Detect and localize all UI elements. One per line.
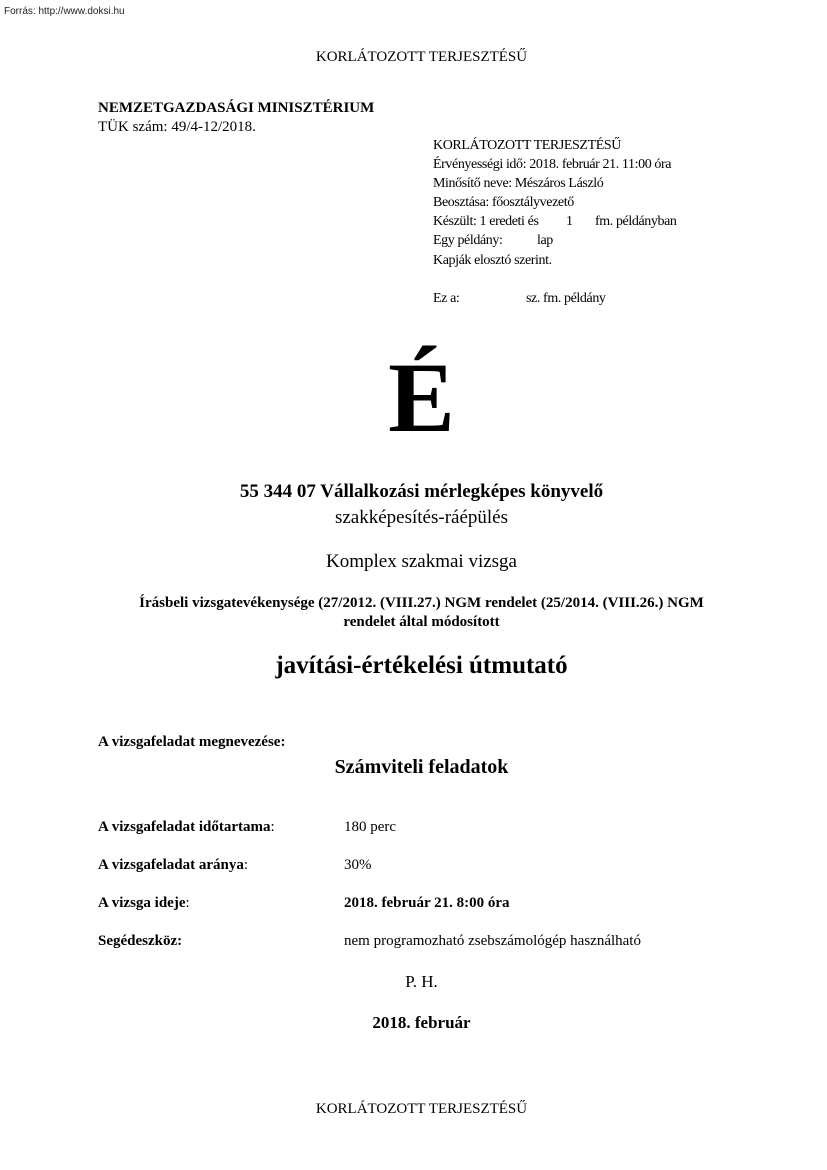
one-copy-unit: lap (537, 233, 553, 248)
copies-count: 1 (566, 214, 573, 229)
restriction-header: KORLÁTOZOTT TERJESZTÉSŰ (315, 49, 528, 65)
ratio-label: A vizsgafeladat aránya: (98, 857, 248, 873)
position-line: Beosztása: főosztályvezető (433, 195, 574, 210)
duration-value: 180 perc (344, 819, 397, 835)
legal-basis-line-1: Írásbeli vizsgatevékenysége (27/2012. (VIII.27.) NGM rendelet (25/2014. (VIII.26.) NGM (139, 595, 704, 611)
one-copy-label: Egy példány: (433, 233, 503, 248)
ratio-value: 30% (344, 857, 372, 873)
exam-time-value: 2018. február 21. 8:00 óra (344, 895, 510, 911)
tool-value: nem programozható zsebszámológép használható (344, 933, 641, 949)
document-date: 2018. február (372, 1013, 471, 1032)
exam-time-label: A vizsga ideje: (98, 895, 190, 911)
duration-label: A vizsgafeladat időtartama: (98, 819, 275, 835)
tuk-number: TÜK szám: 49/4-12/2018. (98, 119, 256, 135)
qualification-sub: szakképesítés-ráépülés (334, 507, 509, 528)
validity-line: Érvényességi idő: 2018. február 21. 11:00 óra (433, 157, 672, 172)
classifier-line: Minősítő neve: Mészáros László (433, 176, 604, 191)
legal-basis-line-2: rendelet által módosított (343, 614, 500, 630)
qualification-code: 55 344 07 Vállalkozási mérlegképes könyvelő (239, 481, 604, 502)
copies-label: Készült: 1 eredeti és (433, 214, 539, 229)
exam-type: Komplex szakmai vizsga (325, 551, 517, 572)
ministry-name: NEMZETGAZDASÁGI MINISZTÉRIUM (98, 100, 375, 116)
task-name-label: A vizsgafeladat megnevezése: (98, 734, 286, 750)
this-copy-suffix: sz. fm. példány (526, 291, 606, 306)
classification-title: KORLÁTOZOTT TERJESZTÉSŰ (433, 138, 621, 153)
guide-title: javítási-értékelési útmutató (275, 652, 568, 679)
stamp-placeholder: P. H. (405, 972, 438, 991)
this-copy-label: Ez a: (433, 291, 460, 306)
source-note: Forrás: http://www.doksi.hu (4, 6, 125, 17)
copies-suffix: fm. példányban (595, 214, 677, 229)
restriction-footer: KORLÁTOZOTT TERJESZTÉSŰ (315, 1101, 528, 1117)
tool-label: Segédeszköz: (98, 933, 183, 949)
task-name: Számviteli feladatok (334, 756, 509, 778)
distribution-line: Kapják elosztó szerint. (433, 253, 552, 268)
exam-letter-e: É (388, 342, 455, 453)
